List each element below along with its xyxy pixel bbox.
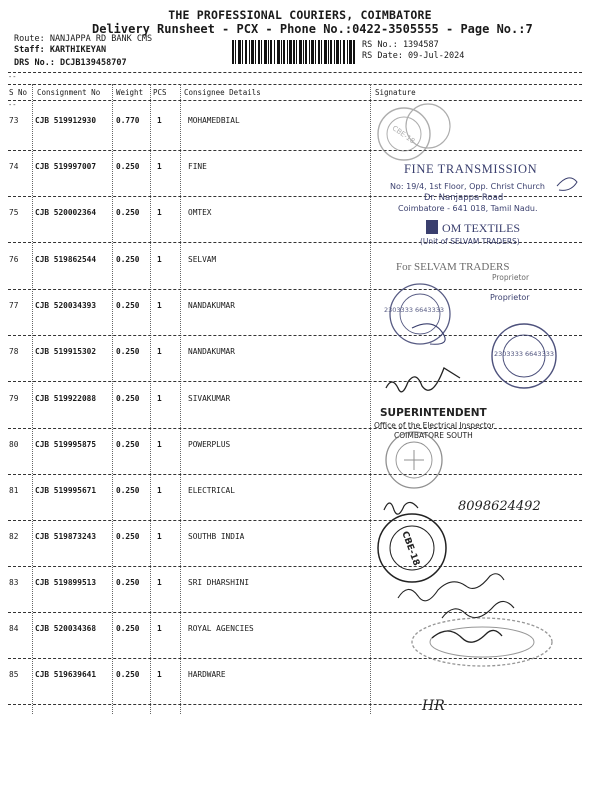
row-sno: 79 (9, 394, 19, 403)
row-weight: 0.250 (116, 624, 140, 633)
row-pcs: 1 (157, 486, 162, 495)
rule-marker: -- (8, 101, 17, 109)
row-consignment: CJB 519899513 (35, 578, 97, 587)
row-pcs: 1 (157, 394, 162, 403)
barcode (232, 40, 356, 64)
row-consignment: CJB 519995875 (35, 440, 97, 449)
selvam-seal-left (384, 284, 450, 344)
row-pcs: 1 (157, 301, 162, 310)
row-consignment: CJB 519862544 (35, 255, 97, 264)
row-weight: 0.250 (116, 532, 140, 541)
superintendent-office-2: COIMBATORE SOUTH (394, 431, 473, 440)
row-consignee: FINE (188, 162, 207, 171)
row-sno: 74 (9, 162, 19, 171)
row-pcs: 1 (157, 440, 162, 449)
row-consignee: NANDAKUMAR (188, 347, 235, 356)
seal-phone: 2303333 6643333 (384, 306, 444, 314)
selvam-proprietor-2: Proprietor (490, 293, 530, 302)
row-consignment: CJB 520034393 (35, 301, 97, 310)
corporation-seal (378, 104, 450, 160)
row-consignee: SRI DHARSHINI (188, 578, 250, 587)
south-india-code: CBE-18 (399, 530, 421, 568)
row-sno: 76 (9, 255, 19, 264)
row-consignment: CJB 519912930 (35, 116, 97, 125)
row-sno: 73 (9, 116, 19, 125)
col-sno: S No (9, 88, 28, 97)
row-consignee: ELECTRICAL (188, 486, 235, 495)
fine-title: FINE TRANSMISSION (404, 162, 538, 176)
header-rule-top (8, 72, 582, 73)
company-name: THE PROFESSIONAL COURIERS, COIMBATORE (168, 8, 432, 22)
row-consignee: POWERPLUS (188, 440, 231, 449)
rs-date: RS Date: 09-Jul-2024 (362, 51, 465, 61)
row-consignee: NANDAKUMAR (188, 301, 235, 310)
row-sno: 83 (9, 578, 19, 587)
runsheet-title: Delivery Runsheet - PCX - Phone No.:0422-3505555 - Page No.:7 (92, 22, 533, 36)
staff-label: Staff: KARTHIKEYAN (14, 45, 107, 55)
signature-stamps (372, 98, 592, 738)
om-subtitle: (Unit of SELVAM TRADERS) (420, 237, 520, 246)
superintendent-title: SUPERINTENDENT (380, 407, 487, 419)
row-sno: 85 (9, 670, 19, 679)
row-pcs: 1 (157, 208, 162, 217)
dharshini-signature (398, 574, 504, 601)
row-pcs: 1 (157, 532, 162, 541)
row-weight: 0.250 (116, 347, 140, 356)
royal-signature (432, 630, 502, 642)
row-consignment: CJB 520034368 (35, 624, 97, 633)
row-pcs: 1 (157, 670, 162, 679)
om-logo-mark (426, 220, 438, 234)
header-rule (8, 84, 582, 85)
row-consignee: ROYAL AGENCIES (188, 624, 254, 633)
fine-address-3: Coimbatore - 641 018, Tamil Nadu. (398, 204, 538, 213)
row-weight: 0.250 (116, 255, 140, 264)
row-weight: 0.250 (116, 208, 140, 217)
row-consignment: CJB 519995671 (35, 486, 97, 495)
row-pcs: 1 (157, 116, 162, 125)
row-consignee: SIVAKUMAR (188, 394, 231, 403)
row-pcs: 1 (157, 578, 162, 587)
row-sno: 84 (9, 624, 19, 633)
row-consignee: OMTEX (188, 208, 212, 217)
row-sno: 75 (9, 208, 19, 217)
royal-agencies-seal (412, 618, 552, 666)
rule-marker: -- (8, 73, 17, 81)
fine-signature (557, 178, 577, 191)
row-weight: 0.250 (116, 440, 140, 449)
row-sno: 82 (9, 532, 19, 541)
handwritten-phone: 8098624492 (458, 499, 541, 514)
row-weight: 0.250 (116, 670, 140, 679)
route-label: Route: NANJAPPA RD BANK CMS (14, 34, 153, 44)
row-weight: 0.250 (116, 301, 140, 310)
row-weight: 0.250 (116, 162, 140, 171)
row-consignee: HARDWARE (188, 670, 226, 679)
row-consignment: CJB 519915302 (35, 347, 97, 356)
row-weight: 0.770 (116, 116, 140, 125)
row-consignee: SOUTHB INDIA (188, 532, 245, 541)
row-consignment: CJB 520002364 (35, 208, 97, 217)
seal-phone-right: 2303333 6643333 (494, 350, 554, 358)
superintendent-office-1: Office of the Electrical Inspector (374, 421, 495, 430)
electrical-signature (384, 502, 418, 514)
dharshini-signature-2 (442, 601, 514, 618)
fine-address-2: Dr. Nanjappa Road (424, 193, 504, 203)
row-sno: 80 (9, 440, 19, 449)
col-weight: Weight (116, 88, 144, 97)
fine-address-1: No: 19/4, 1st Floor, Opp. Christ Church (390, 182, 545, 191)
selvam-proprietor: Proprietor (492, 273, 530, 282)
rs-number: RS No.: 1394587 (362, 40, 439, 50)
col-consignee: Consignee Details (184, 88, 261, 97)
selvam-for: For SELVAM TRADERS (396, 261, 510, 273)
drs-number: DRS No.: DCJB139458707 (14, 58, 127, 68)
south-india-seal (378, 514, 446, 582)
sivakumar-signature (386, 368, 460, 392)
col-pcs: PCS (153, 88, 167, 97)
row-consignment: CJB 519922088 (35, 394, 97, 403)
selvam-seal-right (492, 324, 556, 388)
row-weight: 0.250 (116, 578, 140, 587)
row-sno: 78 (9, 347, 19, 356)
row-pcs: 1 (157, 255, 162, 264)
col-signature: Signature (375, 88, 416, 97)
handwritten-hr: HR (422, 698, 445, 714)
row-consignment: CJB 519997007 (35, 162, 97, 171)
inspector-seal (386, 432, 442, 488)
svg-text:CBE-18: CBE-18 (390, 124, 417, 146)
om-title: OM TEXTILES (442, 221, 521, 235)
row-consignment: CJB 519873243 (35, 532, 97, 541)
row-sno: 81 (9, 486, 19, 495)
col-consignment: Consignment No (37, 88, 101, 97)
row-consignee: SELVAM (188, 255, 217, 264)
row-consignment: CJB 519639641 (35, 670, 97, 679)
row-pcs: 1 (157, 624, 162, 633)
row-sno: 77 (9, 301, 19, 310)
row-pcs: 1 (157, 347, 162, 356)
row-weight: 0.250 (116, 394, 140, 403)
row-pcs: 1 (157, 162, 162, 171)
row-consignee: MOHAMEDBIAL (188, 116, 240, 125)
row-weight: 0.250 (116, 486, 140, 495)
